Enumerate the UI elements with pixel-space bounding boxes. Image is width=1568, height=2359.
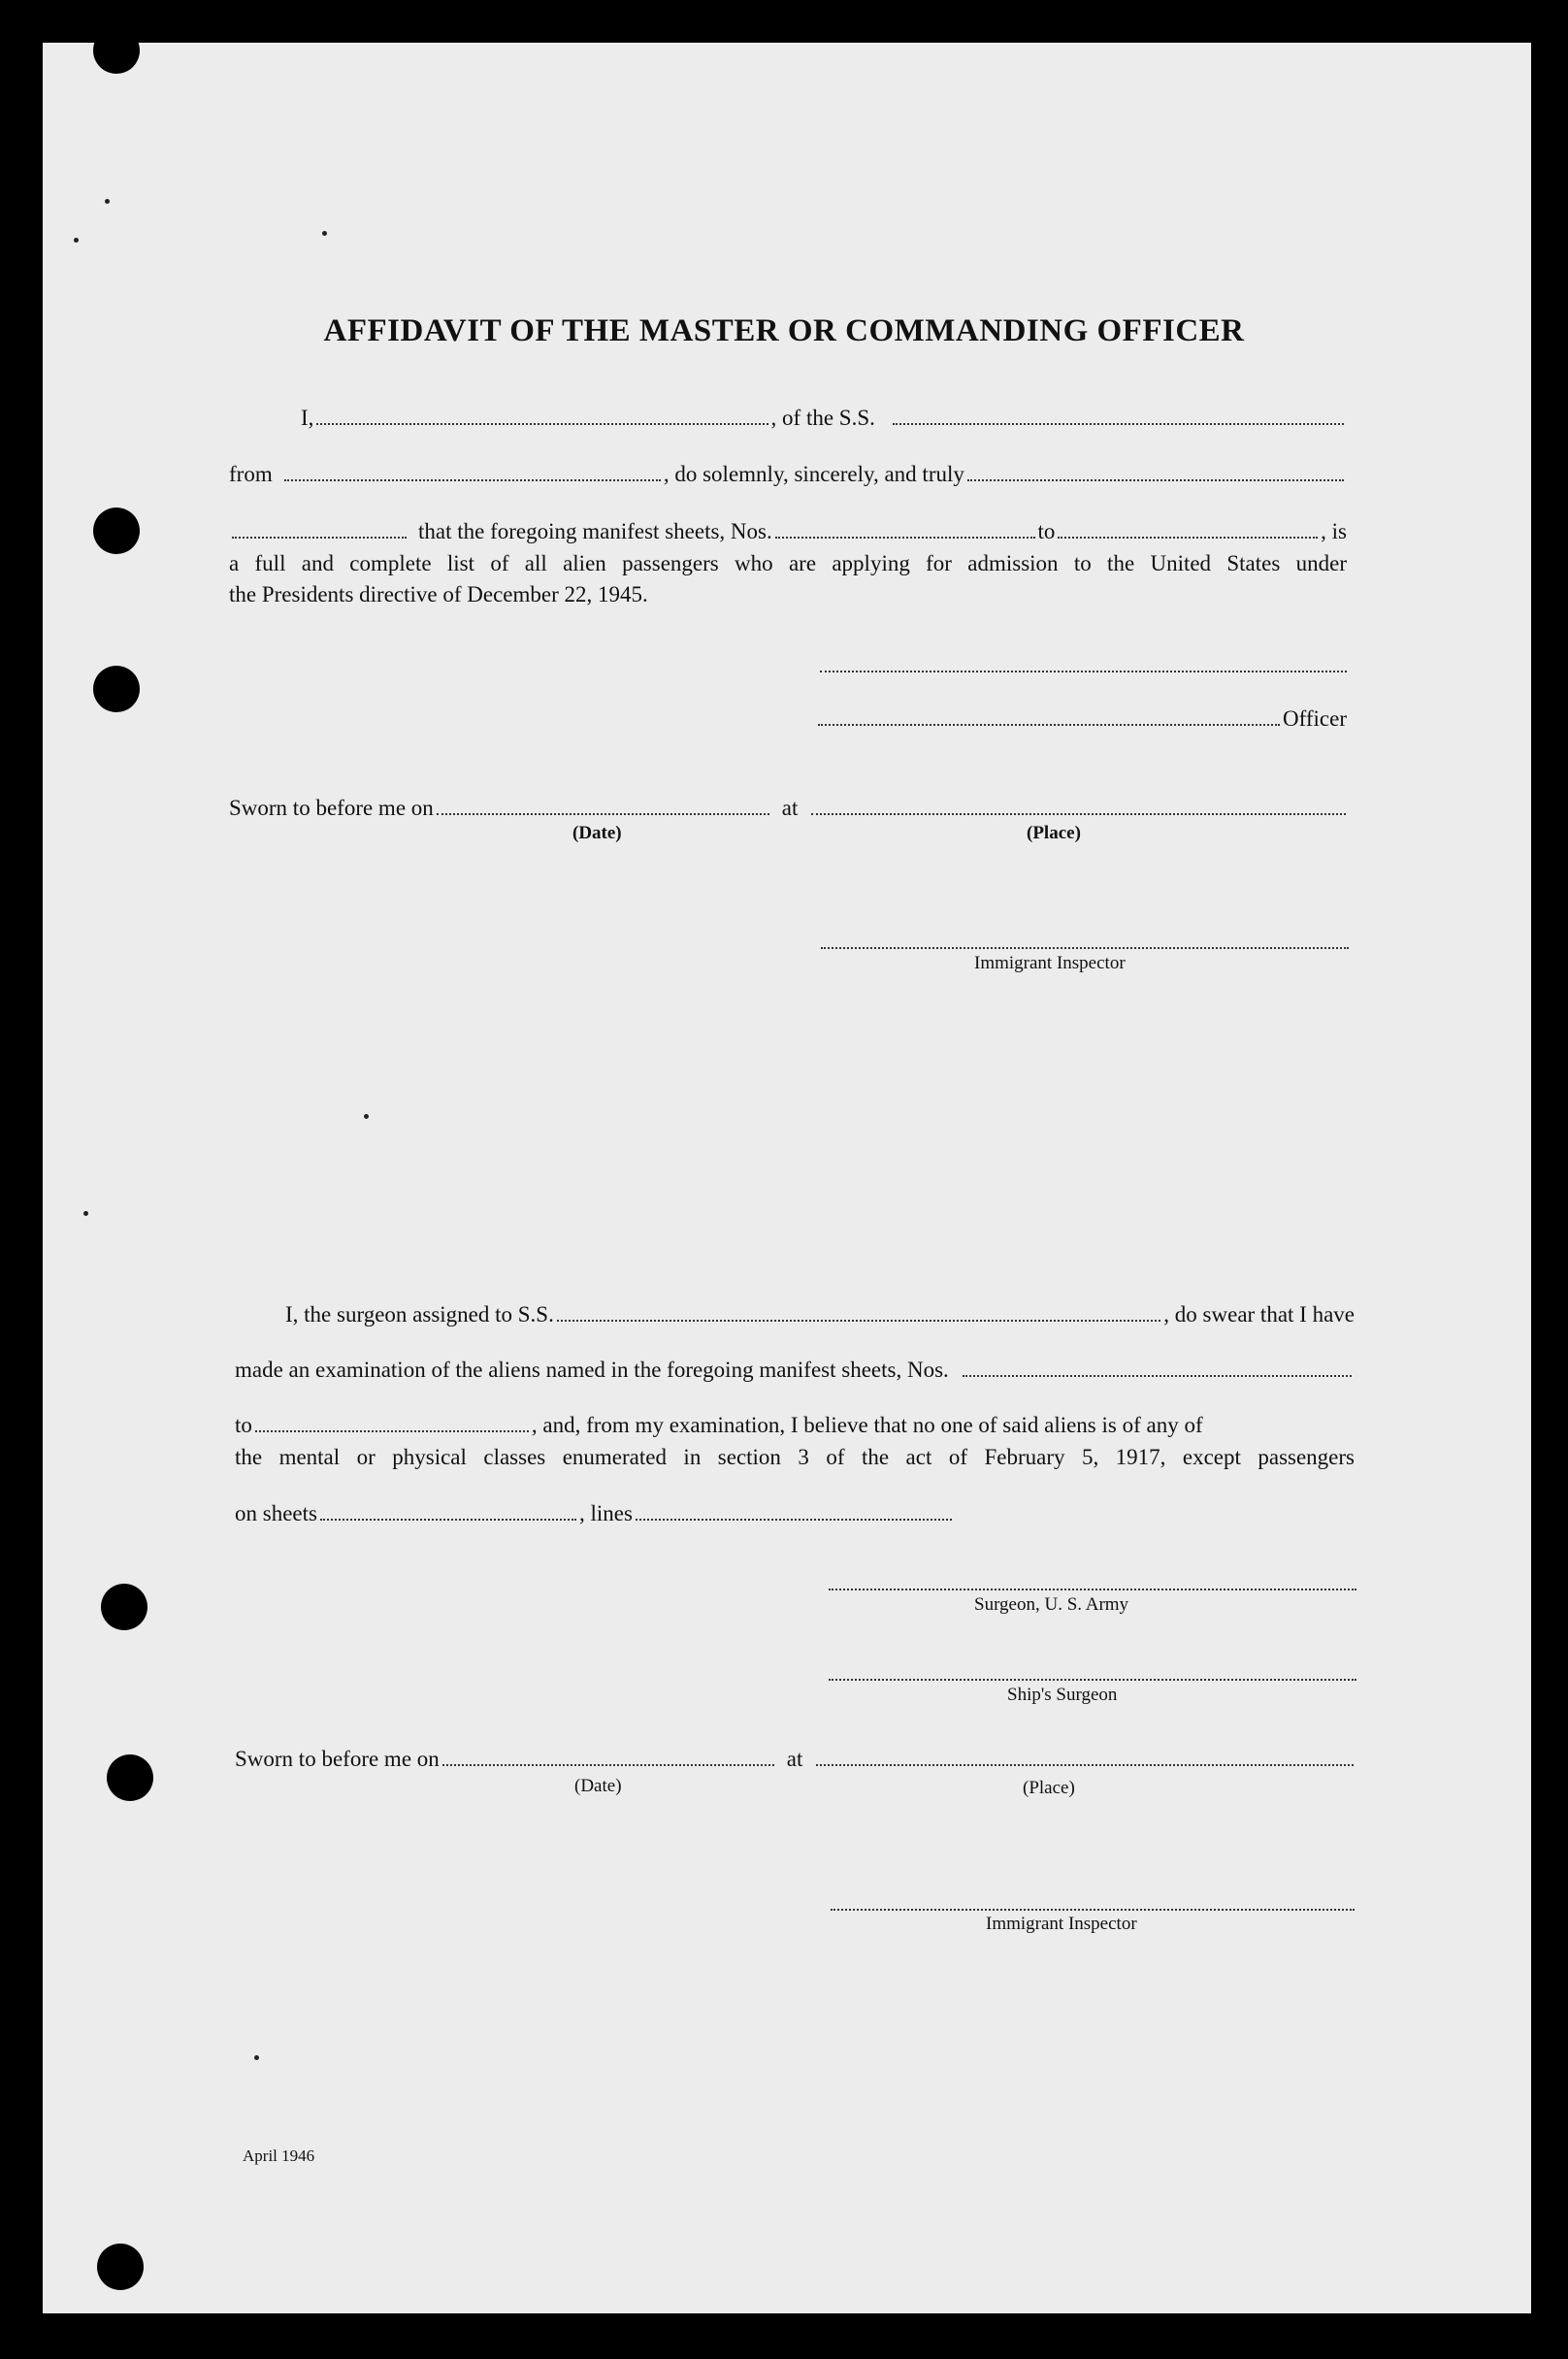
- surgeon-date-caption: (Date): [574, 1776, 622, 1796]
- punch-hole: [93, 666, 140, 712]
- surgeon-line-2: [235, 1358, 1355, 1387]
- form-page: [43, 43, 1531, 2313]
- form-date: April 1946: [243, 2146, 315, 2165]
- text-i: I,: [301, 406, 314, 430]
- speck: [322, 231, 327, 236]
- surgeon-inspector-signature-line[interactable]: [831, 1908, 1355, 1911]
- officer-line: [815, 706, 1347, 736]
- text-on-sheets: on sheets: [235, 1501, 317, 1525]
- surgeon-sworn-date-field[interactable]: [442, 1764, 774, 1766]
- declare-field[interactable]: [967, 479, 1344, 481]
- text-from: from: [229, 462, 273, 486]
- excepted-sheets-field[interactable]: [320, 1519, 576, 1521]
- text-to: to: [1037, 519, 1056, 543]
- form-title: AFFIDAVIT OF THE MASTER OR COMMANDING OFFICER: [323, 313, 1245, 348]
- text-sworn: Sworn to before me on: [229, 796, 434, 820]
- text-lines: , lines: [578, 1501, 633, 1525]
- from-field[interactable]: [284, 479, 661, 481]
- officer-signature-field[interactable]: [818, 724, 1280, 726]
- sworn-place-field[interactable]: [811, 813, 1346, 815]
- punch-hole: [107, 1754, 153, 1801]
- speck: [254, 2055, 259, 2060]
- inspector-label: Immigrant Inspector: [974, 953, 1126, 973]
- ship-surgeon-label: Ship's Surgeon: [1007, 1685, 1118, 1705]
- date-caption: (Date): [572, 823, 622, 843]
- master-sentence-cont-2: the Presidents directive of December 22, 1945.: [229, 582, 648, 606]
- text-believe: , and, from my examination, I believe that no one of said aliens is of any of: [531, 1413, 1203, 1437]
- inspector-signature-line[interactable]: [821, 946, 1349, 949]
- surgeon-place-caption: (Place): [1023, 1778, 1075, 1798]
- surgeon-sheet-from-field[interactable]: [963, 1375, 1352, 1377]
- text-surgeon-at: at: [786, 1747, 803, 1771]
- text-is: , is: [1321, 519, 1347, 543]
- text-swear: , do swear that I have: [1163, 1302, 1355, 1327]
- punch-hole: [97, 2244, 144, 2290]
- speck: [74, 238, 79, 243]
- master-line-2: [229, 462, 1347, 491]
- text-that-foregoing: that the foregoing manifest sheets, Nos.: [418, 519, 772, 543]
- text-surgeon-sworn: Sworn to before me on: [235, 1747, 440, 1771]
- ship-name-field[interactable]: [893, 423, 1344, 425]
- text-of-the-ss: , of the S.S.: [770, 406, 875, 430]
- surgeon-classes: the mental or physical classes enumerated in section 3 of the act of February 5, 1917, except passengers: [235, 1445, 1355, 1469]
- sworn-date-field[interactable]: [437, 813, 769, 815]
- master-sentence-cont-1: a full and complete list of all alien passengers who are applying for admission to the United States under: [229, 551, 1347, 575]
- sheet-to-field[interactable]: [1058, 537, 1318, 539]
- sheet-from-field[interactable]: [775, 537, 1035, 539]
- army-surgeon-label: Surgeon, U. S. Army: [974, 1594, 1129, 1615]
- army-surgeon-signature-line[interactable]: [829, 1588, 1356, 1590]
- text-at: at: [781, 796, 799, 820]
- officer-signature-line-1[interactable]: [820, 670, 1347, 672]
- punch-hole: [101, 1584, 147, 1630]
- name-field[interactable]: [316, 423, 768, 425]
- ship-surgeon-signature-line[interactable]: [829, 1678, 1356, 1681]
- punch-hole: [93, 508, 140, 554]
- text-surgeon-to: to: [235, 1413, 252, 1437]
- text-surgeon-intro: I, the surgeon assigned to S.S.: [285, 1302, 554, 1327]
- surgeon-line-3: [235, 1413, 1355, 1442]
- surgeon-line-5: [235, 1501, 955, 1530]
- master-sworn-line: [229, 796, 1349, 825]
- surgeon-ship-field[interactable]: [557, 1320, 1160, 1322]
- speck: [105, 199, 110, 204]
- speck: [83, 1211, 88, 1216]
- text-solemnly: , do solemnly, sincerely, and truly: [663, 462, 964, 486]
- place-caption: (Place): [1027, 823, 1081, 843]
- surgeon-line-1: [285, 1302, 1355, 1331]
- punch-hole: [93, 27, 140, 74]
- surgeon-sheet-to-field[interactable]: [255, 1430, 529, 1432]
- master-line-3: [229, 519, 1347, 548]
- surgeon-sworn-line: [235, 1747, 1356, 1776]
- text-examination: made an examination of the aliens named in the foregoing manifest sheets, Nos.: [235, 1358, 949, 1382]
- speck: [364, 1114, 369, 1119]
- surgeon-inspector-label: Immigrant Inspector: [986, 1914, 1137, 1934]
- officer-label: Officer: [1283, 706, 1347, 731]
- declaration-verb-field[interactable]: [232, 537, 407, 539]
- master-line-1: [301, 406, 1347, 435]
- excepted-lines-field[interactable]: [636, 1519, 952, 1521]
- surgeon-sworn-place-field[interactable]: [816, 1764, 1354, 1766]
